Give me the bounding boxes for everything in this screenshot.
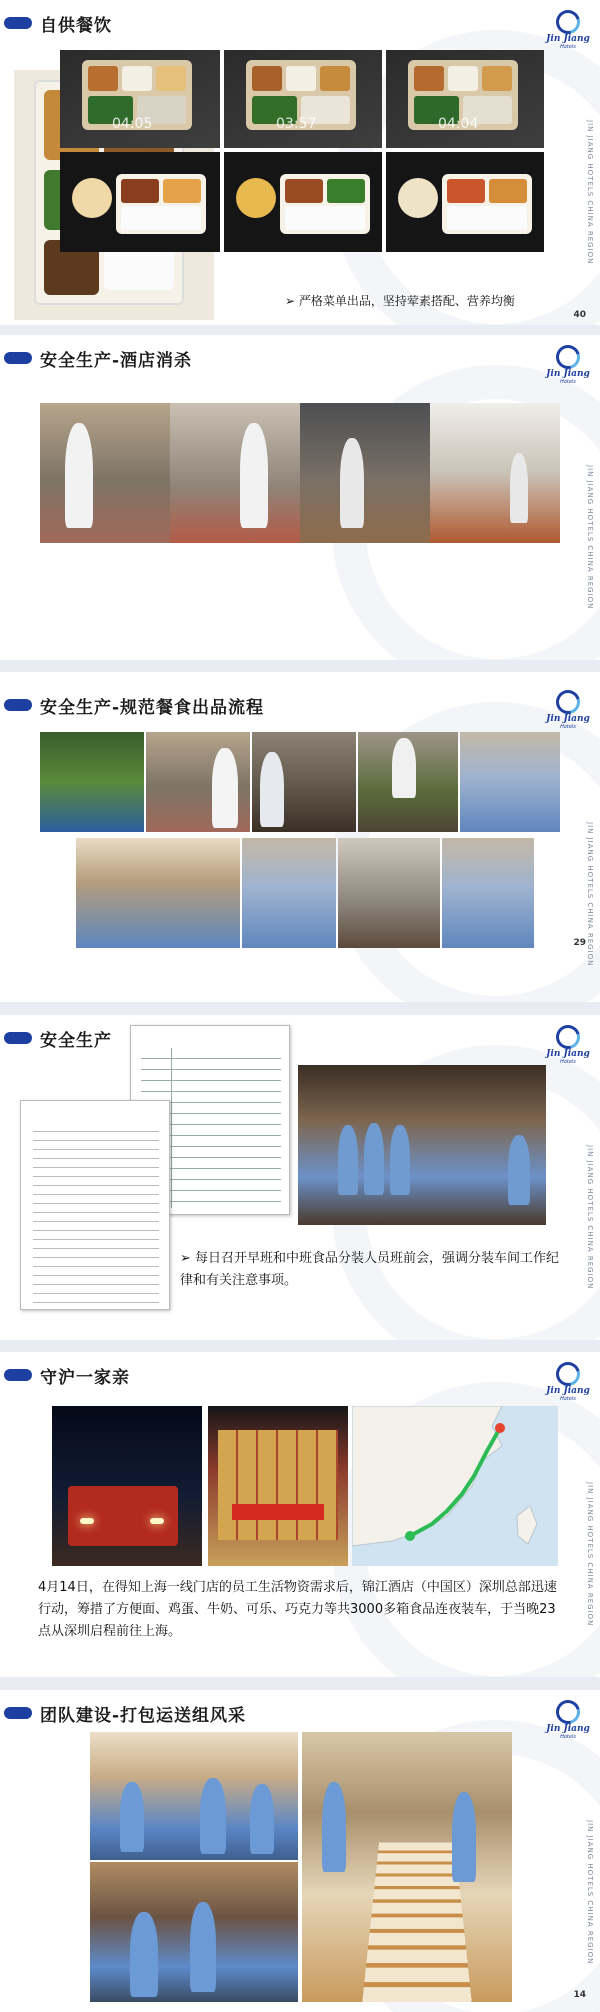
jinjiang-logo: Jin Jiang Hotels bbox=[546, 1362, 590, 1402]
title-marker bbox=[4, 1707, 32, 1719]
title-marker bbox=[4, 699, 32, 711]
route-map-svg bbox=[352, 1406, 558, 1566]
meeting-photo bbox=[298, 1065, 546, 1225]
end-marker bbox=[495, 1423, 505, 1433]
start-marker bbox=[405, 1531, 415, 1541]
title-marker bbox=[4, 1369, 32, 1381]
slide-title: 自供餐饮 bbox=[40, 15, 112, 36]
jinjiang-logo: Jin Jiang Hotels bbox=[546, 10, 590, 50]
timestamp-label: 03:57 bbox=[276, 116, 317, 132]
slide-title-bar bbox=[4, 1029, 112, 1051]
slide-title-bar bbox=[4, 1704, 247, 1726]
slide-title-bar bbox=[4, 14, 112, 36]
truck-night-photo bbox=[52, 1406, 202, 1566]
page-number: 40 bbox=[573, 310, 586, 320]
process-photo-packing-line bbox=[460, 732, 560, 832]
slide-title-bar bbox=[4, 349, 193, 371]
page-number: 14 bbox=[573, 1990, 586, 2000]
brand-vertical-text: JIN JIANG HOTELS CHINA REGION bbox=[586, 120, 594, 265]
slide-meal-process bbox=[0, 672, 600, 1002]
loaded-boxes-photo bbox=[208, 1406, 348, 1566]
slide-supplies-shanghai bbox=[0, 1352, 600, 1677]
disinfection-photo-corridor bbox=[170, 403, 300, 543]
slide-title-bar bbox=[4, 696, 265, 718]
slide-title: 守沪一家亲 bbox=[40, 1367, 130, 1388]
jinjiang-logo: Jin Jiang Hotels bbox=[546, 345, 590, 385]
slide-caption: ➢ 严格菜单出品，坚持荤素搭配、营养均衡 bbox=[285, 294, 515, 308]
slide-title: 安全生产 bbox=[40, 1030, 112, 1051]
slide-safety-meeting bbox=[0, 1015, 600, 1340]
brand-vertical-text: JIN JIANG HOTELS CHINA REGION bbox=[586, 822, 594, 967]
title-marker bbox=[4, 17, 32, 29]
process-photo-serving bbox=[358, 732, 458, 832]
jinjiang-logo: Jin Jiang Hotels bbox=[546, 1025, 590, 1065]
title-marker bbox=[4, 1032, 32, 1044]
team-lunchbox-photo bbox=[302, 1732, 512, 2002]
slide-title: 安全生产-酒店消杀 bbox=[40, 350, 193, 371]
jinjiang-logo: Jin Jiang Hotels bbox=[546, 1700, 590, 1740]
meal-photo-5 bbox=[224, 152, 382, 252]
slide-disinfection bbox=[0, 335, 600, 660]
timestamp-label: 04:04 bbox=[438, 116, 479, 132]
process-photo-kitchen-1 bbox=[146, 732, 250, 832]
slide-catering bbox=[0, 0, 600, 325]
page-number: 29 bbox=[573, 938, 586, 948]
team-packing-photo-2 bbox=[90, 1862, 298, 2002]
brand-vertical-text: JIN JIANG HOTELS CHINA REGION bbox=[586, 465, 594, 610]
brand-vertical-text: JIN JIANG HOTELS CHINA REGION bbox=[586, 1820, 594, 1965]
disinfection-photo-kitchen bbox=[40, 403, 170, 543]
meal-photo-6 bbox=[386, 152, 544, 252]
team-packing-photo-1 bbox=[90, 1732, 298, 1860]
slide-title: 安全生产-规范餐食出品流程 bbox=[40, 697, 265, 718]
disinfection-photo-lobby bbox=[300, 403, 430, 543]
process-photo-entrance bbox=[338, 838, 440, 948]
meal-photo-4 bbox=[60, 152, 220, 252]
document-notice bbox=[20, 1100, 170, 1310]
process-photo-hall-1 bbox=[76, 838, 240, 948]
disinfection-photo-canteen bbox=[430, 403, 560, 543]
slide-title: 团队建设-打包运送组风采 bbox=[40, 1705, 247, 1726]
meal-photo-3 bbox=[386, 50, 544, 148]
slide-caption: 4月14日，在得知上海一线门店的员工生活物资需求后，锦江酒店（中国区）深圳总部迅速行动，筹措了方便面、鸡蛋、牛奶、可乐、巧克力等共3000多箱食品连夜装车，于当晚23点从深圳启程前往上海。 bbox=[38, 1580, 557, 1639]
brand-vertical-text: JIN JIANG HOTELS CHINA REGION bbox=[586, 1482, 594, 1627]
slide-team-building bbox=[0, 1690, 600, 2012]
slide-caption: ➢ 每日召开早班和中班食品分装人员班前会，强调分装车间工作纪律和有关注意事项。 bbox=[180, 1251, 560, 1288]
process-photo-vegetables bbox=[40, 732, 144, 832]
process-photo-hall-2 bbox=[242, 838, 336, 948]
process-photo-kitchen-2 bbox=[252, 732, 356, 832]
meal-photo-1 bbox=[60, 50, 220, 148]
meal-photo-2 bbox=[224, 50, 382, 148]
process-photo-staff bbox=[442, 838, 534, 948]
title-marker bbox=[4, 352, 32, 364]
route-map bbox=[352, 1406, 558, 1566]
slide-title-bar bbox=[4, 1366, 130, 1388]
jinjiang-logo: Jin Jiang Hotels bbox=[546, 690, 590, 730]
timestamp-label: 04:05 bbox=[112, 116, 153, 132]
brand-vertical-text: JIN JIANG HOTELS CHINA REGION bbox=[586, 1145, 594, 1290]
